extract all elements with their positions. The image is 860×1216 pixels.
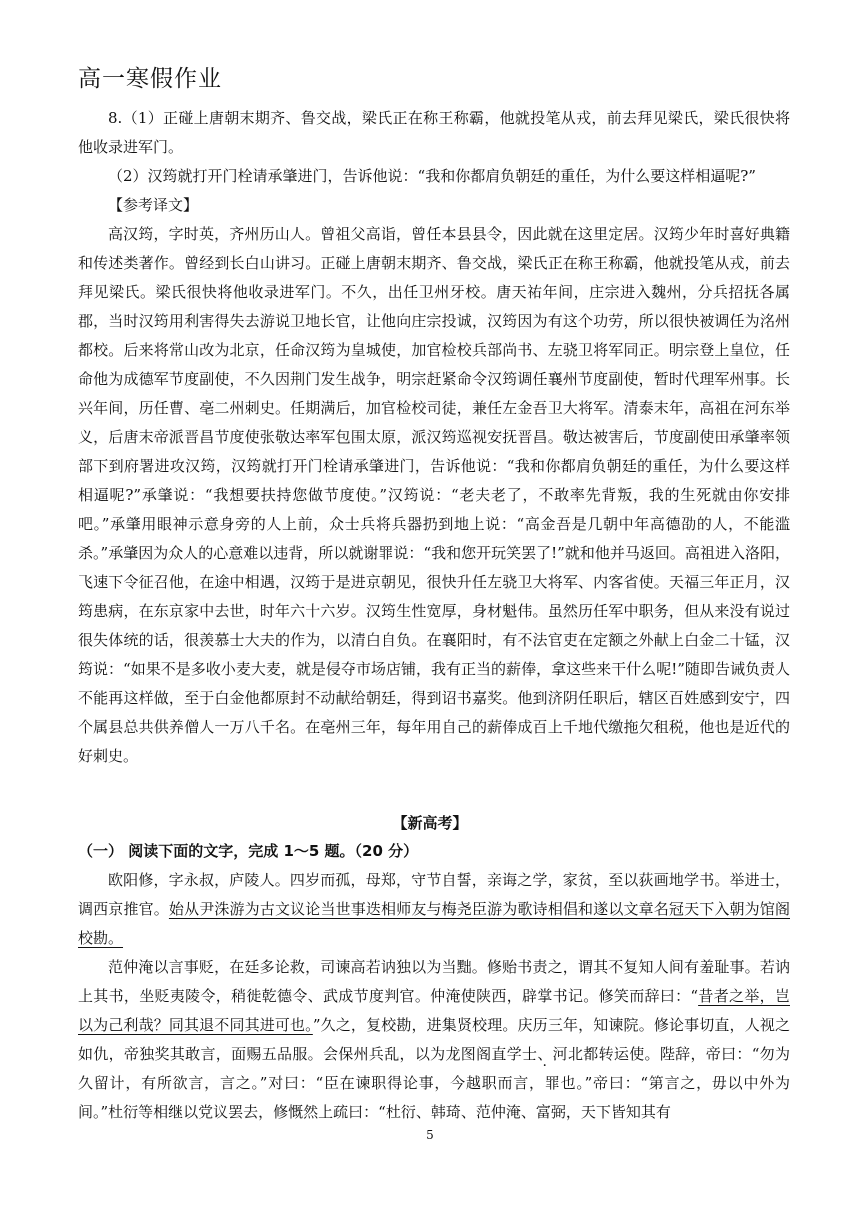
- underlined-sentence-1: 始从尹洙游为古文议论当世事迭相师友与梅尧臣游为歌诗相倡和遂以文章名冠天下入朝为馆阁校勘。: [78, 900, 790, 947]
- underlined-sentence-2: 昔者之举，岂以为己利哉？同其退不同其进可也。: [78, 987, 790, 1034]
- section-title: （一） 阅读下面的文字，完成 1～5 题。（20 分）: [78, 842, 419, 860]
- passage-paragraph-2-text-a: 范仲淹以言事贬，在廷多论救，司谏高若讷独以为当黜。修贻书责之，谓其不复知人间有羞耻事。若讷上其书，坐贬夷陵令，稍徙乾德令、武成节度判官。仲淹使陕西，辟掌书记。修笑而辞曰：“: [78, 958, 790, 1005]
- reading-passage: [78, 866, 790, 1127]
- new-exam-heading: 【新高考】: [392, 814, 468, 832]
- passage-paragraph-1-text: 欧阳修，字永叔，庐陵人。四岁而孤，母郑，守节自誓，亲诲之学，家贫，至以荻画地学书。举进士，调西京推官。: [78, 871, 790, 918]
- passage-paragraph-2: [78, 953, 790, 1127]
- passage-paragraph-2-text-d: 、河北都转运使。陛辞，帝曰：“勿为久留计，有所欲言，言之。”对曰：“臣在谏职得论事，今越职而言，罪也。”帝曰：“第言之，毋以中外为间。”杜衍等相继以党议罢去，修慨然上疏曰：“杜衍、韩琦、范仲淹、富弼，天下皆知其有: [78, 1045, 790, 1121]
- dotted-character: 士: [522, 1045, 538, 1063]
- passage-paragraph-2-text-c: ”久之，复校勘，进集贤校理。庆历三年，知谏院。修论事切直，人视之如仇，帝独奖其敢言，面赐五品服。会保州兵乱，以为龙图阁直学: [78, 1016, 790, 1063]
- passage-paragraph-1: [78, 866, 790, 953]
- reference-translation-text: 高汉筠，字时英，齐州历山人。曾祖父高诣，曾任本县县令，因此就在这里定居。汉筠少年时喜好典籍和传述类著作。曾经到长白山讲习。正碰上唐朝末期齐、鲁交战，梁氏正在称王称霸，他就投笔从戎，前去拜见梁氏。梁氏很快将他收录进军门。不久，出任卫州牙校。唐天祐年间，庄宗进入魏州，分兵招抚各属郡，当时汉筠用利害得失去游说卫地长官，让他向庄宗投诚，汉筠因为有这个功劳，所以很快被调任为洺州都校。后来将常山改为北京，任命汉筠为皇城使，加官检校兵部尚书、左骁卫将军同正。明宗登上皇位，任命他为成德军节度副使，不久因荆门发生战争，明宗赶紧命令汉筠调任襄州节度副使，暂时代理军州事。长兴年间，历任曹、亳二州刺史。任期满后，加官检校司徒，兼任左金吾卫大将军。清泰末年，高祖在河东举义，后唐末帝派晋昌节度使张敬达率军包围太原，派汉筠巡视安抚晋昌。敬达被害后，节度副使田承肇率领部下到府署进攻汉筠，汉筠就打开门栓请承肇进门，告诉他说：“我和你都肩负朝廷的重任，为什么要这样相逼呢?”承肇说：“我想要扶持您做节度使。”汉筠说：“老夫老了，不敢率先背叛，我的生死就由你安排吧。”承肇用眼神示意身旁的人上前，众士兵将兵器扔到地上说：“高金吾是几朝中年高德劭的人，不能滥杀。”承肇因为众人的心意难以违背，所以就谢罪说：“我和您开玩笑罢了!”就和他并马返回。高祖进入洛阳，飞速下令征召他，在途中相遇，汉筠于是进京朝见，很快升任左骁卫大将军、内客省使。天福三年正月，汉筠患病，在东京家中去世，时年六十六岁。汉筠生性宽厚，身材魁伟。虽然历任军中职务，但从来没有说过很失体统的话，很羡慕士大夫的作为，以清白自负。在襄阳时，有不法官吏在定额之外献上白金二十锰，汉筠说：“如果不是多收小麦大麦，就是侵夺市场店铺，我有正当的薪俸，拿这些来干什么呢!”随即告诫负责人不能再这样做，至于白金他都原封不动献给朝廷，得到诏书嘉奖。他到济阴任职后，辖区百姓感到安宁，四个属县总共供养僧人一万八千名。在亳州三年，每年用自己的薪俸成百上千地代缴拖欠租税，他也是近代的好刺史。: [78, 225, 790, 765]
- page-header-title: 高一寒假作业: [78, 66, 222, 92]
- reference-translation-heading: 【参考译文】: [108, 196, 199, 214]
- answer-line-2: （2）汉筠就打开门栓请承肇进门，告诉他说：“我和你都肩负朝廷的重任，为什么要这样相逼呢?”: [108, 167, 756, 185]
- answer-block: [78, 104, 790, 771]
- answer-line-1: 8.（1）正碰上唐朝末期齐、鲁交战，梁氏正在称王称霸，他就投笔从戎，前去拜见梁氏，梁氏很快将他收录进军门。: [78, 109, 790, 156]
- page-number: 5: [426, 1128, 434, 1142]
